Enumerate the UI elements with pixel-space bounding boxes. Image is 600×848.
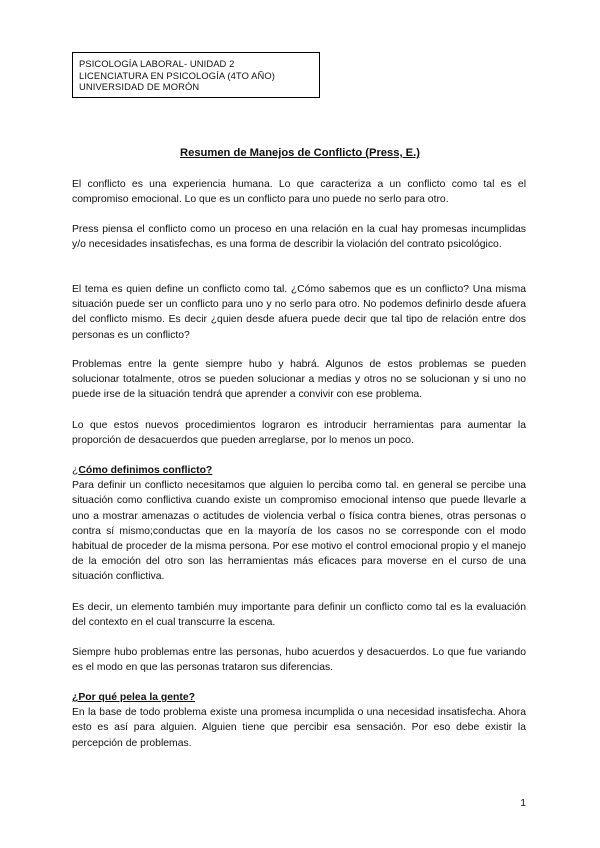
page-number: 1 [520,798,526,809]
paragraph-8 [72,645,526,675]
paragraph-1 [72,177,526,207]
section-why-people-fight [72,690,526,751]
header-line-university: UNIVERSIDAD DE MORÓN [79,81,200,93]
paragraph-5-text: Lo que estos nuevos procedimientos lograron es introducir herramientas para aumentar la proporción de desacuerdos que pueden arreglarse, por lo menos un poco. [72,420,526,447]
document-title: Resumen de Manejos de Conflicto (Press, E.) [180,147,420,159]
subheading-why-people-fight [72,690,526,705]
paragraph-7 [72,600,526,630]
paragraph-3 [72,282,526,343]
header-line-degree: LICENCIATURA EN PSICOLOGÍA (4TO AÑO) [79,69,276,81]
paragraph-8-text: Siempre hubo problemas entre las personas, hubo acuerdos y desacuerdos. Lo que fue variando es el modo en que las personas trataron sus diferencias. [72,647,526,674]
paragraph-7-text: Es decir, un elemento también muy importante para definir un conflicto como tal es la evaluación del contexto en el cual transcurre la escena. [72,602,526,629]
paragraph-4 [72,357,526,403]
course-header-box [72,52,320,98]
header-line-course: PSICOLOGÍA LABORAL- UNIDAD 2 [79,58,235,69]
paragraph-3-text: El tema es quien define un conflicto como tal. ¿Cómo sabemos que es un conflicto? Una misma situación puede ser un conflicto para uno y no serlo para otro. No podemos definirlo desde afuera del conflicto mismo. Es decir ¿quien desde afuera puede decir que tal tipo de relación entre dos personas es un conflicto? [72,284,526,341]
subheading-question-mark: ¿ [72,465,79,476]
subheading-conflict-definition-text: Cómo definimos conflicto? [78,465,213,476]
subheading-conflict-definition [72,463,526,478]
section-conflict-definition [72,463,526,585]
paragraph-2-text: Press piensa el conflicto como un proceso en una relación en la cual hay promesas incumplidas y/o necesidades insatisfechas, es una forma de describir la violación del contrato psicológico. [72,224,526,251]
subheading-why-people-fight-text: ¿Por qué pelea la gente? [72,692,195,703]
paragraph-6-text: Para definir un conflicto necesitamos que alguien lo perciba como tal. en general se percibe una situación como conflictiva cuando existe un compromiso emocional intenso que puede llevarle a uno a mostrar amenazas o actitudes de violencia verbal o física contra bienes, otras personas o contra sí mismo;conductas que en la mayoría de los casos no se corresponde con el modo habitual de proceder de la misma persona. Por ese motivo el control emocional propio y el manejo de la emoción del otro son las herramientas más eficaces para moverse en el curso de una situación conflictiva. [72,480,526,583]
paragraph-2 [72,222,526,252]
paragraph-9-text: En la base de todo problema existe una promesa incumplida o una necesidad insatisfecha. Ahora esto es así para alguien. Alguien tiene que percibir esa sensación. Por eso debe existir la percepción de problemas. [72,707,526,749]
paragraph-5 [72,418,526,448]
paragraph-1-text: El conflicto es una experiencia humana. Lo que caracteriza a un conflicto como tal es el compromiso emocional. Lo que es un conflicto para uno puede no serlo para otro. [72,179,526,206]
paragraph-4-text: Problemas entre la gente siempre hubo y habrá. Algunos de estos problemas se pueden solucionar totalmente, otros se pueden solucionar a medias y otros no se solucionan y si uno no puede irse de la situación tendrá que aprender a convivir con ese problema. [72,359,526,401]
